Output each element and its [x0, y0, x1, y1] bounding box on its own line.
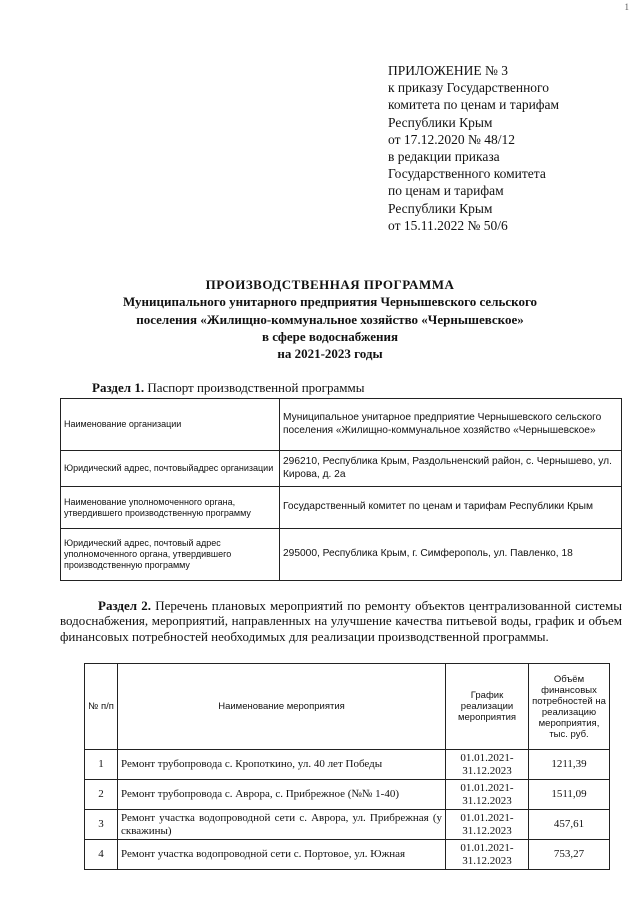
appendix-line: Республики Крым	[388, 200, 493, 216]
row-volume: 753,27	[529, 840, 610, 870]
row-num: 1	[85, 750, 118, 780]
row-num: 4	[85, 840, 118, 870]
appendix-line: в редакции приказа	[388, 149, 500, 165]
table-row	[61, 529, 622, 581]
appendix-line: к приказу Государственного	[388, 80, 550, 96]
row-schedule: 01.01.2021-31.12.2023	[446, 780, 529, 810]
section1-text: Паспорт производственной программы	[144, 380, 365, 395]
header-schedule: График реализации мероприятия	[446, 664, 529, 750]
table-row	[61, 399, 622, 451]
table-header-row	[85, 664, 610, 750]
appendix-line: от 15.11.2022 № 50/6	[388, 217, 508, 233]
passport-value: Муниципальное унитарное предприятие Чернышевского сельского поселения «Жилищно-коммунальное хозяйство «Чернышевское»	[280, 399, 622, 451]
appendix-line: Государственного комитета	[388, 166, 546, 182]
row-schedule: 01.01.2021-31.12.2023	[446, 750, 529, 780]
row-volume: 1511,09	[529, 780, 610, 810]
row-schedule: 01.01.2021-31.12.2023	[446, 810, 529, 840]
passport-label: Юридический адрес, почтовый адрес уполномоченного органа, утвердившего производственную программу	[61, 529, 280, 581]
title-line: Муниципального унитарного предприятия Чернышевского сельского	[122, 294, 538, 310]
passport-value: 296210, Республика Крым, Раздольненский район, с. Чернышево, ул. Кирова, д. 2а	[280, 451, 622, 487]
row-schedule: 01.01.2021-31.12.2023	[446, 840, 529, 870]
section1-label: Раздел 1.	[92, 380, 145, 395]
section2-label: Раздел 2.	[98, 598, 152, 613]
appendix-line: от 17.12.2020 № 48/12	[388, 131, 515, 147]
row-name: Ремонт трубопровода с. Аврора, с. Прибрежное (№№ 1-40)	[118, 780, 446, 810]
row-num: 3	[85, 810, 118, 840]
row-name: Ремонт участка водопроводной сети с. Аврора, ул. Прибрежная (у скважины)	[118, 810, 446, 840]
measures-table	[84, 663, 610, 870]
header-name: Наименование мероприятия	[118, 664, 446, 750]
table-row	[61, 487, 622, 529]
section2-paragraph	[60, 598, 622, 644]
appendix-line: ПРИЛОЖЕНИЕ № 3	[388, 63, 509, 78]
table-row	[85, 780, 610, 810]
appendix-line: по ценам и тарифам	[388, 183, 504, 199]
table-row	[85, 840, 610, 870]
appendix-line: Республики Крым	[388, 114, 493, 130]
row-volume: 1211,39	[529, 750, 610, 780]
passport-label: Наименование уполномоченного органа, утвердившего производственную программу	[61, 487, 280, 529]
section1-heading	[92, 380, 364, 396]
appendix-line: комитета по ценам и тарифам	[388, 97, 560, 113]
table-row	[85, 810, 610, 840]
table-row	[85, 750, 610, 780]
page-number: 1	[624, 2, 629, 12]
document-title	[40, 276, 620, 362]
passport-label: Наименование организации	[61, 399, 280, 451]
passport-value: Государственный комитет по ценам и тарифам Республики Крым	[280, 487, 622, 529]
row-volume: 457,61	[529, 810, 610, 840]
row-name: Ремонт участка водопроводной сети с. Портовое, ул. Южная	[118, 840, 446, 870]
title-line: на 2021-2023 годы	[277, 346, 383, 362]
title-line: поселения «Жилищно-коммунальное хозяйство «Чернышевское»	[136, 311, 524, 327]
appendix-block	[388, 62, 628, 234]
row-name: Ремонт трубопровода с. Кропоткино, ул. 40 лет Победы	[118, 750, 446, 780]
passport-value: 295000, Республика Крым, г. Симферополь, ул. Павленко, 18	[280, 529, 622, 581]
header-volume: Объём финансовых потребностей на реализацию мероприятия, тыс. руб.	[529, 664, 610, 750]
row-num: 2	[85, 780, 118, 810]
section2-intro	[60, 598, 622, 644]
title-main: ПРОИЗВОДСТВЕННАЯ ПРОГРАММА	[205, 277, 455, 292]
table-row	[61, 451, 622, 487]
header-num: № п/п	[85, 664, 118, 750]
passport-table	[60, 398, 622, 581]
title-line: в сфере водоснабжения	[262, 328, 398, 344]
passport-label: Юридический адрес, почтовыйадрес организации	[61, 451, 280, 487]
section2-text: Перечень плановых мероприятий по ремонту объектов централизованной системы водоснабжения, мероприятий, направленных на улучшение качества питьевой воды, график и объем финансовых потребностей необходимых для реализации производственной программы.	[60, 598, 622, 644]
